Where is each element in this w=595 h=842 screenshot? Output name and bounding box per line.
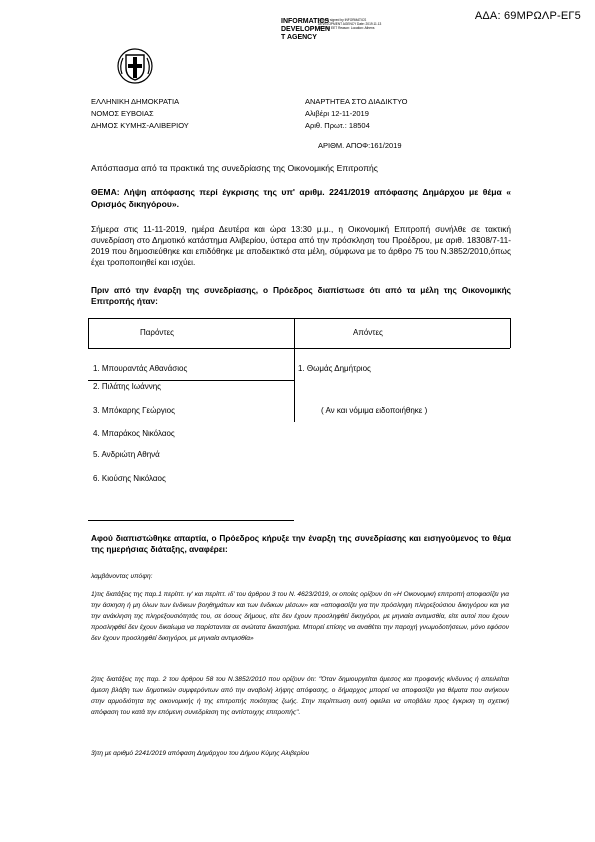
subject-line: ΘΕΜΑ: Λήψη απόφασης περί έγκρισης της υπ' αριθμ. 2241/2019 απόφασης Δημάρχου με θέμα « Ορισμός δικηγόρου».: [91, 187, 511, 209]
protocol-number: Αριθ. Πρωτ.: 18504: [305, 121, 370, 130]
municipality-label: ΔΗΜΟΣ ΚΥΜΗΣ-ΑΛΙΒΕΡΙΟΥ: [91, 121, 189, 130]
legal-basis-item: 2)τις διατάξεις της παρ. 2 του άρθρου 58 του Ν.3852/2010 που ορίζουν ότι: "Όταν δημιουργείται άμεσος και προφανής κίνδυνος ή απειλείται άμεση βλάβη των δημοτικών συμφερόντων από την αναβολή λήψης απόφασης, ο δήμαρχος μπορεί να αποφασίζει για θέματα που ανήκουν στην αρμοδιότητα της οικονομικής ή της επιτροπής ποιότητας ζωής. Στην περίπτωση αυτή οφείλει να υποβάλει προς έγκριση τη σχετική απόφαση του κατά την επόμενη συνεδρίαση της αντίστοιχης επιτροπής".: [91, 676, 509, 716]
greek-emblem-icon: [117, 48, 153, 84]
prefecture-label: ΝΟΜΟΣ ΕΥΒΟΙΑΣ: [91, 109, 154, 118]
absent-header: Απόντες: [353, 328, 383, 337]
absent-member: 1. Θωμάς Δημήτριος: [298, 364, 371, 373]
present-member: 4. Μπαράκος Νικόλαος: [93, 429, 175, 438]
considerations-label: λαμβάνοντας υπόψη:: [91, 573, 153, 580]
present-member: 3. Μπόκαρης Γεώργιος: [93, 406, 175, 415]
present-member: 6. Κιούσης Νικόλαος: [93, 474, 166, 483]
agency-line: T AGENCY: [281, 34, 317, 41]
country-label: ΕΛΛΗΝΙΚΗ ΔΗΜΟΚΡΑΤΙΑ: [91, 97, 180, 106]
quorum-statement: Αφού διαπιστώθηκε απαρτία, ο Πρόεδρος κήρυξε την έναρξη της συνεδρίασης και εισηγούμενος το θέμα της ημερήσιας διάταξης, αναφέρει:: [91, 533, 511, 554]
agency-line: DEVELOPMEN: [281, 26, 331, 33]
place-date: Αλιβέρι 12-11-2019: [305, 109, 369, 118]
legal-basis-item: 1)τις διατάξεις της παρ.1 περίπτ. ιγ' και περίπτ. ιδ' του άρθρου 3 του Ν. 4623/2019, οι οποίες ορίζουν ότι «Η Οικονομική επιτροπή αποφασίζει για την άσκηση ή μη όλων των ένδικων βοηθημάτων και των ένδικων μέσων» και «αποφασίζει για την πρόσληψη πληρεξούσιου δικηγόρου και για την ανάκληση της πληρεξουσιότητάς του, σε όσους δήμους, είτε δεν έχουν προσληφθεί δικηγόροι, με μηνιαία αντιμισθία, είτε αυτοί που έχουν προσληφθεί δεν έχουν δικαίωμα να παρίστανται σε ανώτατα δικαστήρια. Μπορεί επίσης να αναθέτει την παροχή γνωμοδοτήσεων, μόνο εφόσον δεν έχουν προσληφθεί δικηγόροι, με μηνιαία αντιμισθία»: [91, 591, 509, 642]
quorum-intro: Πριν από την έναρξη της συνεδρίασης, ο Πρόεδρος διαπίστωσε ότι από τα μέλη της Οικονομικής Επιτροπής ήταν:: [91, 285, 511, 306]
ada-code: ΑΔΑ: 69ΜΡΩΛΡ-ΕΓ5: [474, 10, 581, 22]
present-member: 2. Πιλάτης Ιωάννης: [93, 382, 162, 391]
excerpt-title: Απόσπασμα από τα πρακτικά της συνεδρίασης της Οικονομικής Επιτροπής: [91, 163, 378, 173]
present-member: 1. Μπουραντάς Αθανάσιος: [93, 364, 188, 373]
absent-note: ( Αν και νόμιμα ειδοποιήθηκε ): [321, 406, 428, 415]
agency-line: INFORMATICS: [281, 18, 330, 25]
meeting-paragraph: Σήμερα στις 11-11-2019, ημέρα Δευτέρα και ώρα 13:30 μ.μ., η Οικονομική Επιτροπή συνήλθε σε τακτική συνεδρίαση στο Δημοτικό κατάστημα Αλιβερίου, ύστερα από την πρόσκληση του Προέδρου, με αριθ. 18308/7-11-2019 που δημοσιεύθηκε και επιδόθηκε με αποδεικτικό στα μέλη, σύμφωνα με το άρθρο 75 του Ν.3852/2010,όπως έχει τροποποιηθεί και ισχύει.: [91, 224, 511, 267]
header-right: [305, 96, 407, 132]
present-member: 5. Ανδριώτη Αθηνά: [93, 450, 160, 459]
digital-signature-details: Digitally signed by INFORMATICS DEVELOPMENT AGENCY Date: 2019.11.13 11:21:36 EET Reason: Location: Athens: [318, 18, 382, 30]
header-left: [91, 96, 189, 132]
legal-basis-item: 3)τη με αριθμό 2241/2019 απόφαση Δημάρχου του Δήμου Κύμης Αλιβερίου: [91, 750, 310, 757]
present-header: Παρόντες: [140, 328, 174, 337]
decision-number: ΑΡΙΘΜ. ΑΠΟΦ:161/2019: [318, 141, 402, 150]
publish-notice: ΑΝΑΡΤΗΤΕΑ ΣΤΟ ΔΙΑΔΙΚΤΥΟ: [305, 97, 408, 106]
attendance-table: [88, 318, 510, 518]
